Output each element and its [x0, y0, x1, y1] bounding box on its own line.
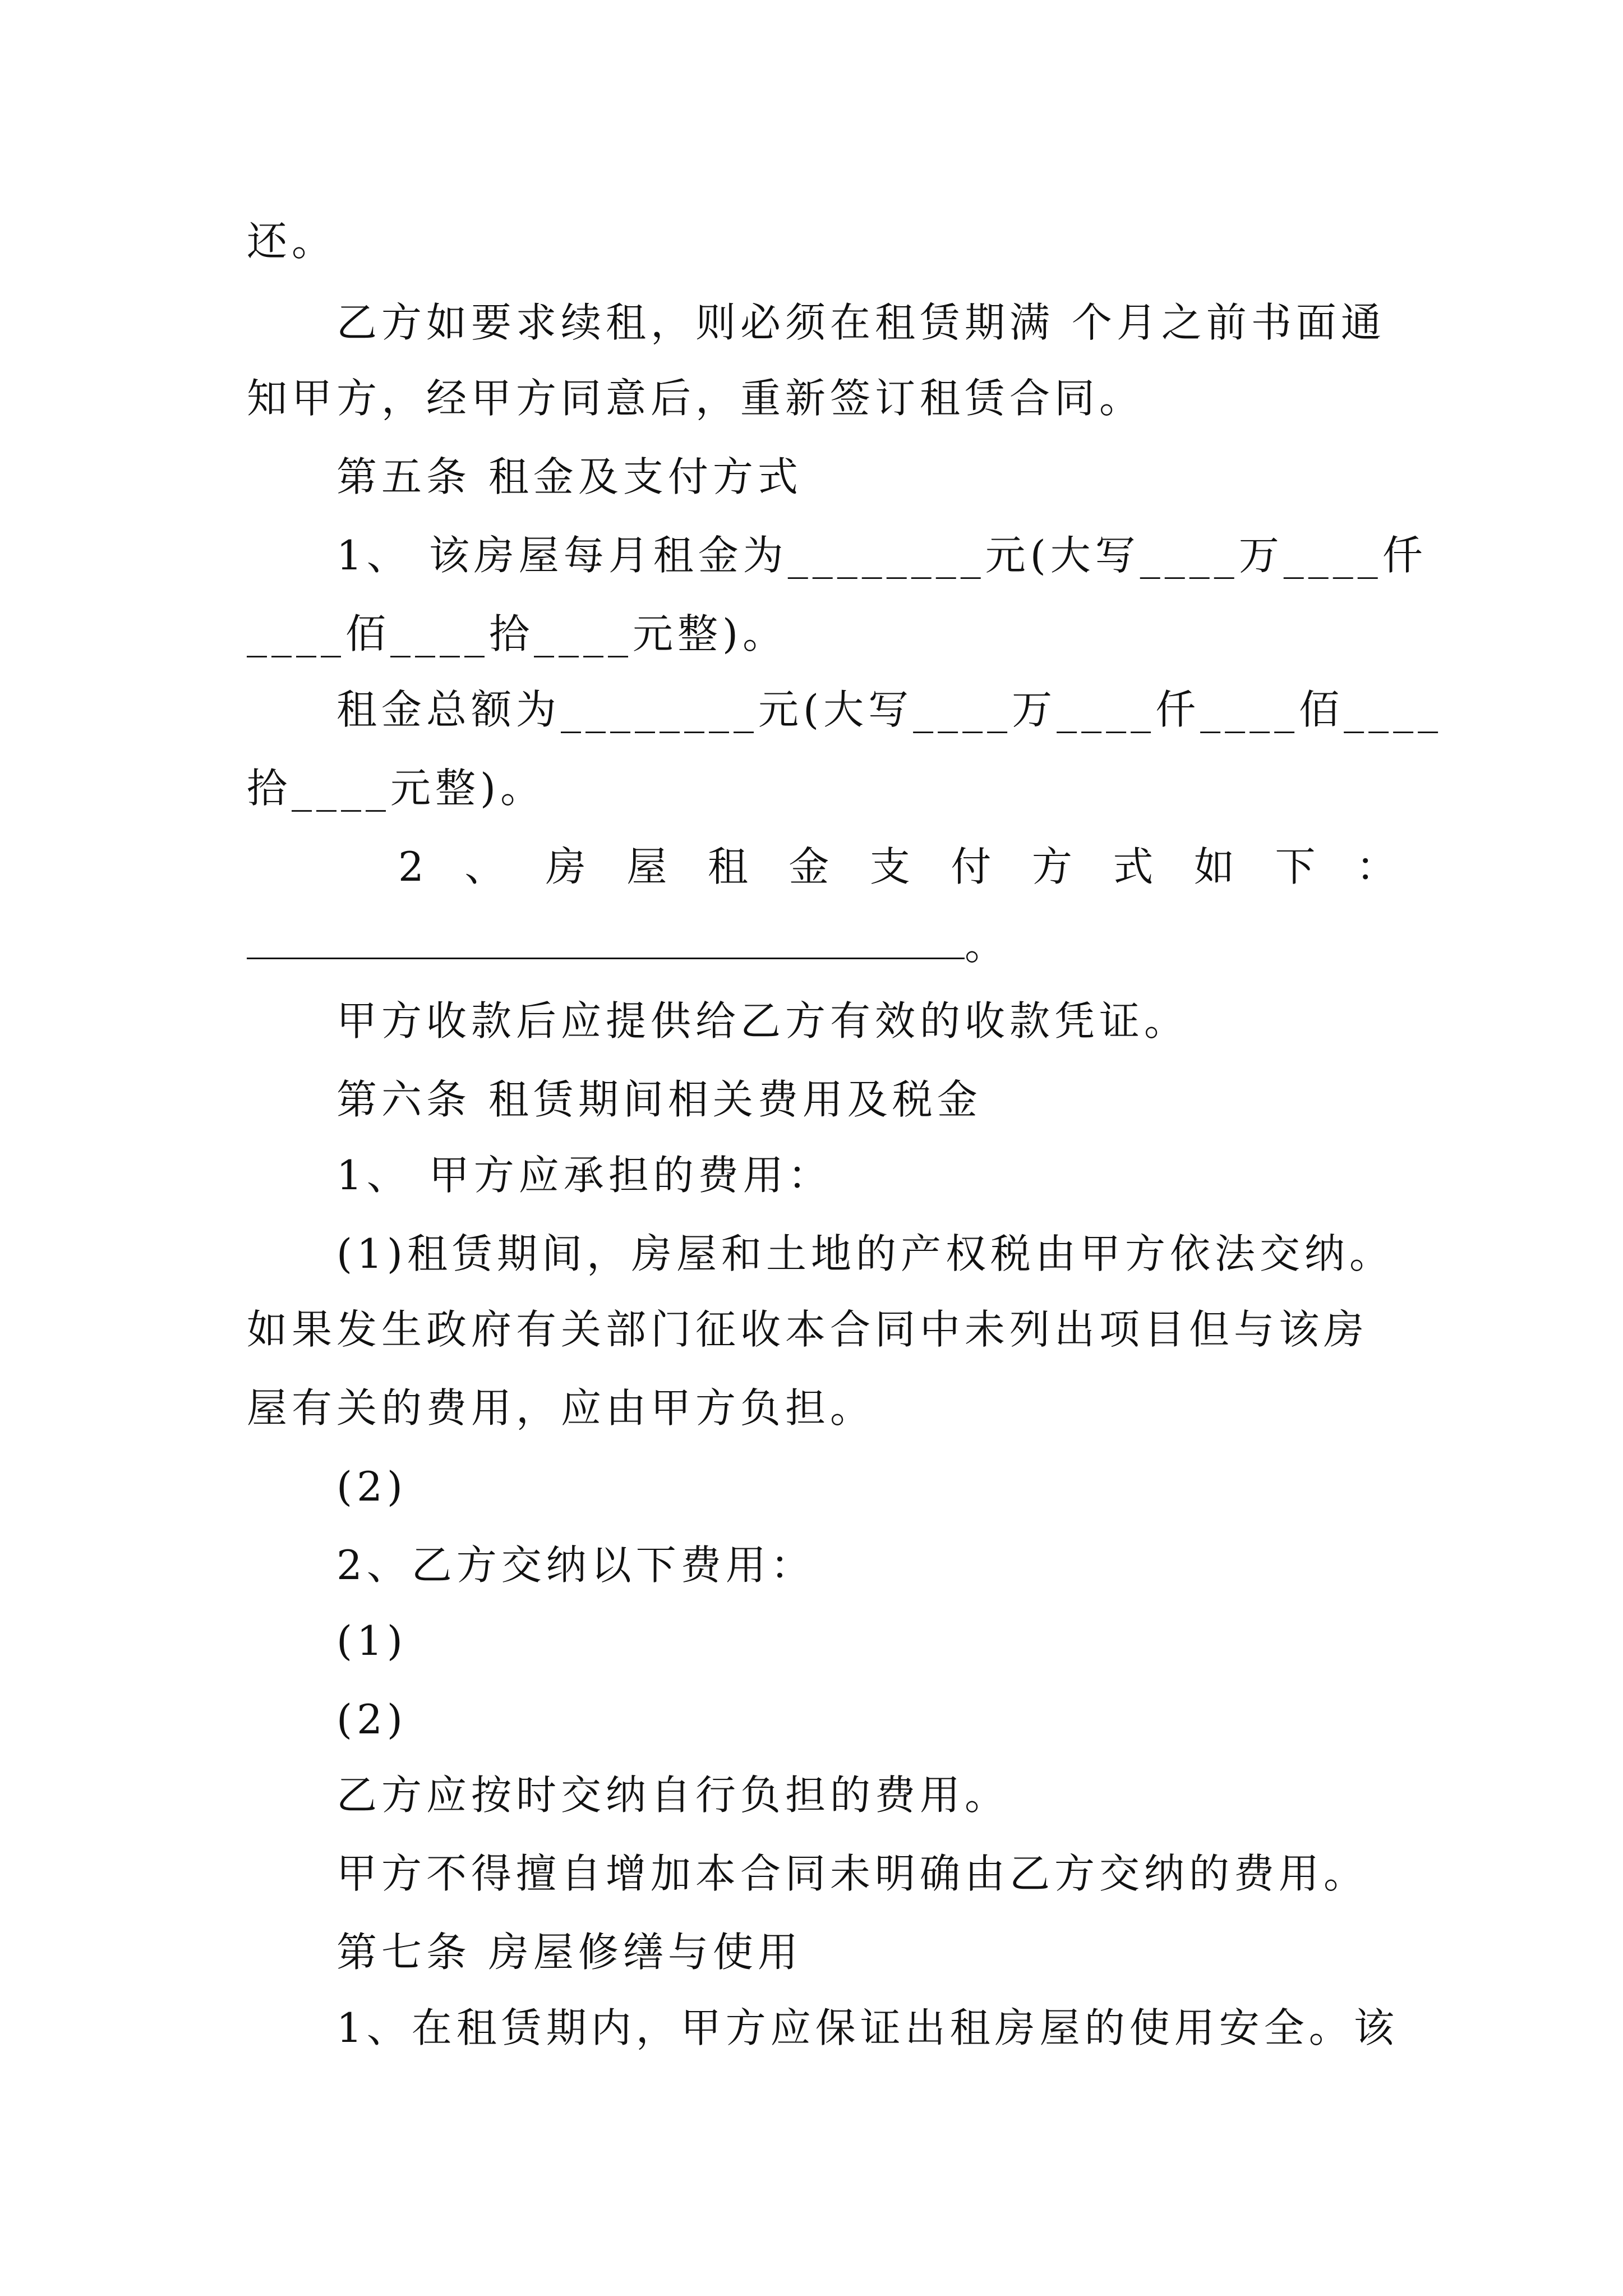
section-heading: 第五条 租金及支付方式	[336, 453, 803, 500]
paragraph-line: 1、 甲方应承担的费用：	[336, 1152, 833, 1199]
glyph: ：	[1355, 843, 1396, 890]
paragraph-line: 乙方如要求续租，则必须在租赁期满 个月之前书面通	[336, 299, 1386, 346]
glyph: 房	[545, 843, 586, 890]
paragraph-line: 租金总额为________元(大写____万____仟____佰____	[336, 686, 1443, 733]
paragraph-line: 甲方收款后应提供给乙方有效的收款凭证。	[336, 997, 1189, 1045]
payment-method-line	[398, 825, 1396, 909]
paragraph-line: (1)租赁期间，房屋和土地的产权税由甲方依法交纳。	[336, 1230, 1394, 1277]
glyph: 方	[1031, 843, 1072, 890]
paragraph-line: 屋有关的费用，应由甲方负担。	[247, 1384, 875, 1432]
glyph: 2	[398, 843, 424, 890]
paragraph-line: 乙方应按时交纳自行负担的费用。	[336, 1772, 1010, 1819]
paragraph-line: 2、乙方交纳以下费用：	[336, 1542, 815, 1589]
paragraph-line: (2)	[336, 1463, 407, 1510]
glyph: 租	[707, 843, 748, 890]
glyph: 支	[869, 843, 910, 890]
paragraph-line: 甲方不得擅自增加本合同未明确由乙方交纳的费用。	[336, 1850, 1369, 1897]
paragraph-line: ____佰____拾____元整)。	[247, 610, 788, 657]
section-heading: 第七条 房屋修缮与使用	[336, 1929, 803, 1976]
paragraph-line: 还。	[247, 218, 337, 265]
fill-in-blank	[247, 919, 965, 959]
glyph: 、	[464, 843, 505, 890]
paragraph-line: 如果发生政府有关部门征收本合同中未列出项目但与该房	[247, 1306, 1369, 1353]
glyph: 式	[1113, 843, 1154, 890]
paragraph-line: (2)	[336, 1696, 407, 1743]
paragraph-line: 知甲方，经甲方同意后，重新签订租赁合同。	[247, 375, 1145, 422]
glyph: 屋	[626, 843, 667, 890]
glyph: 下	[1275, 843, 1316, 890]
section-heading: 第六条 租赁期间相关费用及税金	[336, 1076, 982, 1123]
paragraph-line: 1、 该房屋每月租金为________元(大写____万____仟	[336, 532, 1427, 579]
payment-method-blank-line	[247, 903, 1396, 987]
paragraph-line: (1)	[336, 1617, 407, 1664]
glyph: 付	[951, 843, 992, 890]
line-end-punct: 。	[965, 922, 1010, 969]
paragraph-line: 1、在租赁期内，甲方应保证出租房屋的使用安全。该	[336, 2004, 1399, 2051]
glyph: 金	[789, 843, 829, 890]
paragraph-line: 拾____元整)。	[247, 765, 546, 812]
glyph: 如	[1193, 843, 1234, 890]
